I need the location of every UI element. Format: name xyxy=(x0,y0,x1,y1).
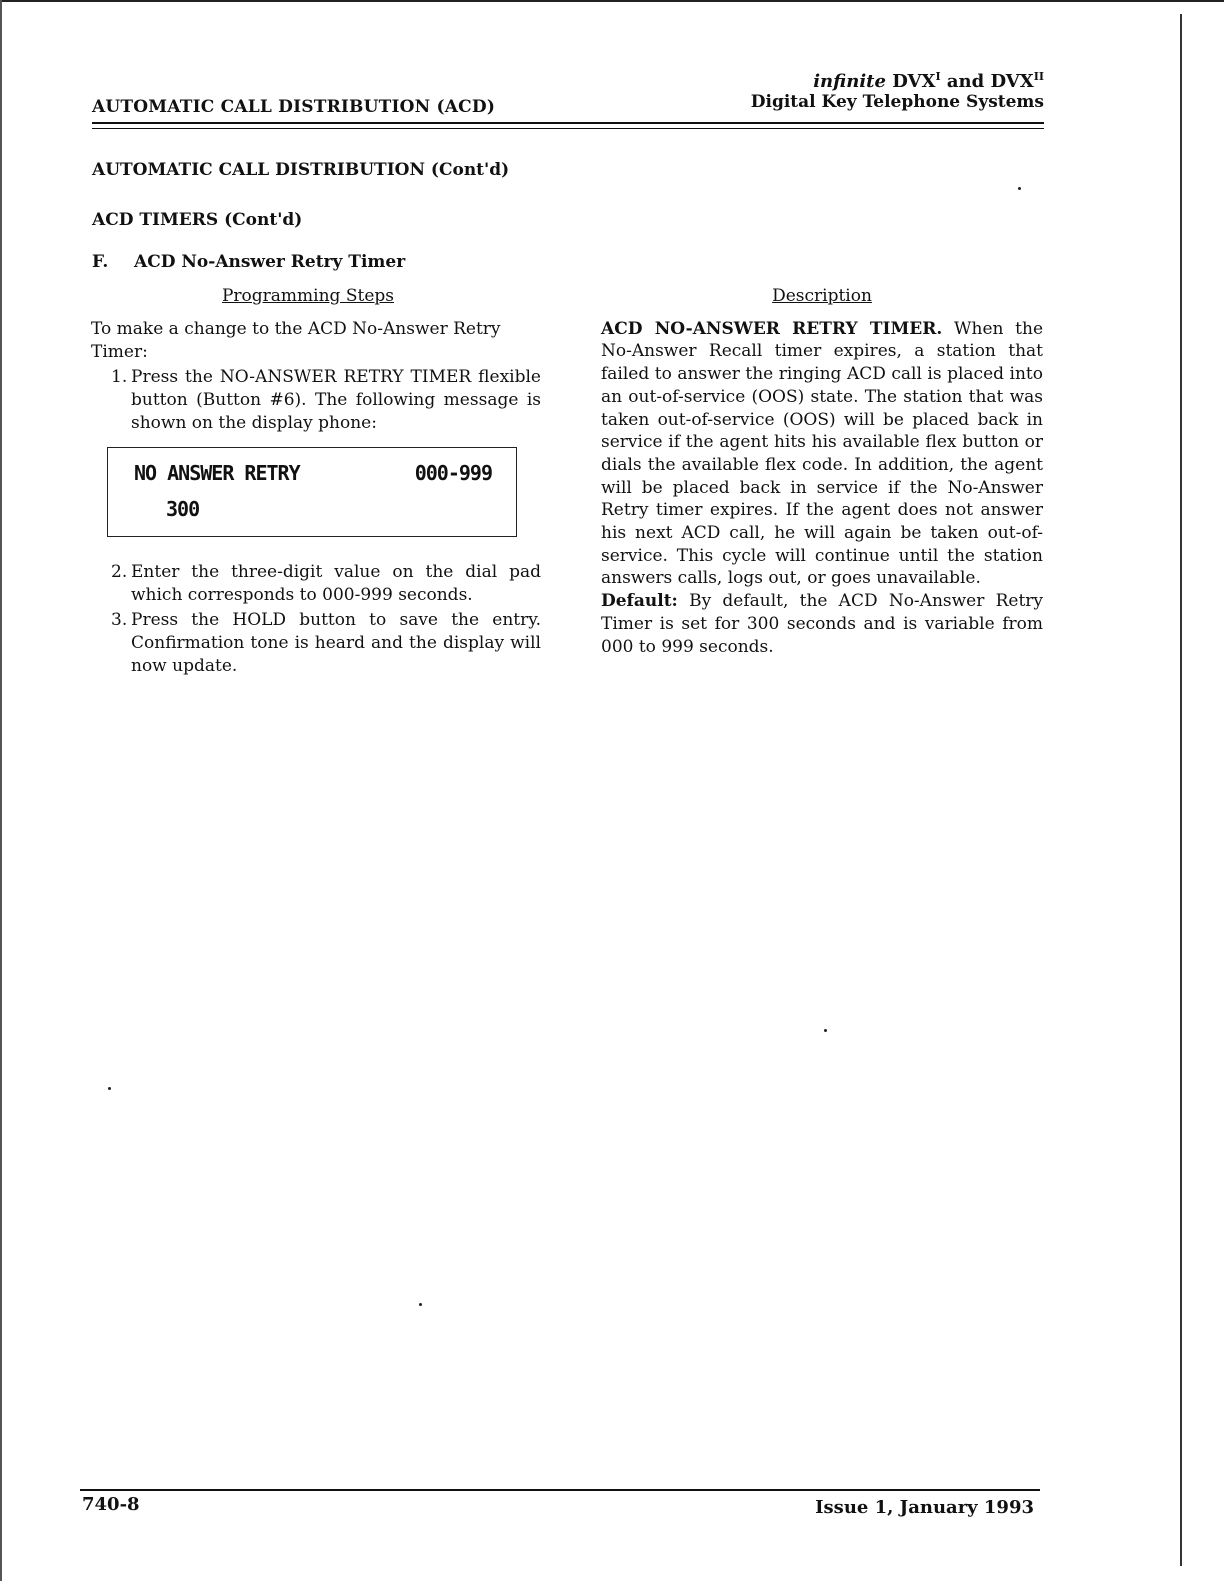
footer-rule xyxy=(80,1489,1040,1491)
scan-speck xyxy=(1018,187,1021,190)
product-dvx2: and DVX xyxy=(946,71,1034,92)
header-rule xyxy=(92,122,1044,129)
product-name xyxy=(751,70,1044,92)
step-text: Press the HOLD button to save the entry. Confirmation tone is heard and the display will now update. xyxy=(131,610,541,676)
display-line2: 300 xyxy=(166,497,200,521)
issue-date: Issue 1, January 1993 xyxy=(815,1497,1034,1518)
product-sup1: I xyxy=(935,70,941,83)
default-label: Default: xyxy=(601,591,678,612)
page-border-top xyxy=(0,0,1224,2)
page-number: 740-8 xyxy=(82,1494,140,1515)
default-paragraph xyxy=(601,590,1043,658)
step-text: Enter the three-digit value on the dial pad which corresponds to 000-999 seconds. xyxy=(131,562,541,605)
default-text: By default, the ACD No-Answer Retry Timer is set for 300 seconds and is variable from 000 to 999 seconds. xyxy=(601,591,1044,657)
phone-display-panel xyxy=(107,447,517,537)
intro-text: To make a change to the ACD No-Answer Retry Timer: xyxy=(91,319,501,362)
programming-steps-column xyxy=(91,285,541,678)
page-border-left xyxy=(0,0,2,1581)
step-item xyxy=(91,561,541,607)
step-number: 1. xyxy=(111,367,128,387)
subsection-title: ACD TIMERS (Cont'd) xyxy=(92,210,303,230)
display-line1-left: NO ANSWER RETRY xyxy=(134,461,300,485)
product-italic: infinite xyxy=(813,71,886,92)
step-number: 3. xyxy=(111,610,128,630)
scan-speck xyxy=(824,1029,827,1032)
running-header-right xyxy=(751,70,1044,112)
step-number: 2. xyxy=(111,562,128,582)
description-column xyxy=(601,285,1043,658)
description-lead: ACD NO-ANSWER RETRY TIMER. xyxy=(601,318,943,339)
product-subtitle: Digital Key Telephone Systems xyxy=(750,92,1044,112)
description-text: When the No-Answer Recall timer expires, a station that failed to answer the ringing ACD call is placed into an out-of-service (OOS) state. The station that was taken out-of-service (OOS) will be placed back in service if the agent hits his available flex button or dials the available flex code. In addition, the agent will be placed back in service if the No-Answer Retry timer expires. If the agent does not answer his next ACD call, he will again be taken out-of-service. This cycle will continue until the station answers calls, logs out, or goes unavailable. xyxy=(601,318,1044,589)
running-header-left: AUTOMATIC CALL DISTRIBUTION (ACD) xyxy=(92,97,496,117)
item-title xyxy=(92,252,405,272)
section-title: AUTOMATIC CALL DISTRIBUTION (Cont'd) xyxy=(92,160,510,180)
step-item xyxy=(91,609,541,678)
step-text: Press the NO-ANSWER RETRY TIMER flexible button (Button #6). The following message is shown on the display phone: xyxy=(131,367,541,433)
item-letter: F. xyxy=(92,252,109,272)
product-sup2: II xyxy=(1033,70,1044,83)
display-line1-right: 000-999 xyxy=(414,461,492,485)
description-paragraph xyxy=(601,318,1043,590)
item-title-text: ACD No-Answer Retry Timer xyxy=(134,252,406,272)
step-item xyxy=(91,366,541,435)
programming-steps-heading: Programming Steps xyxy=(221,286,394,306)
page-border-right xyxy=(1180,14,1182,1566)
scan-speck xyxy=(108,1087,111,1090)
scan-speck xyxy=(419,1303,422,1306)
product-dvx1: DVX xyxy=(892,71,936,92)
description-heading: Description xyxy=(772,286,872,306)
